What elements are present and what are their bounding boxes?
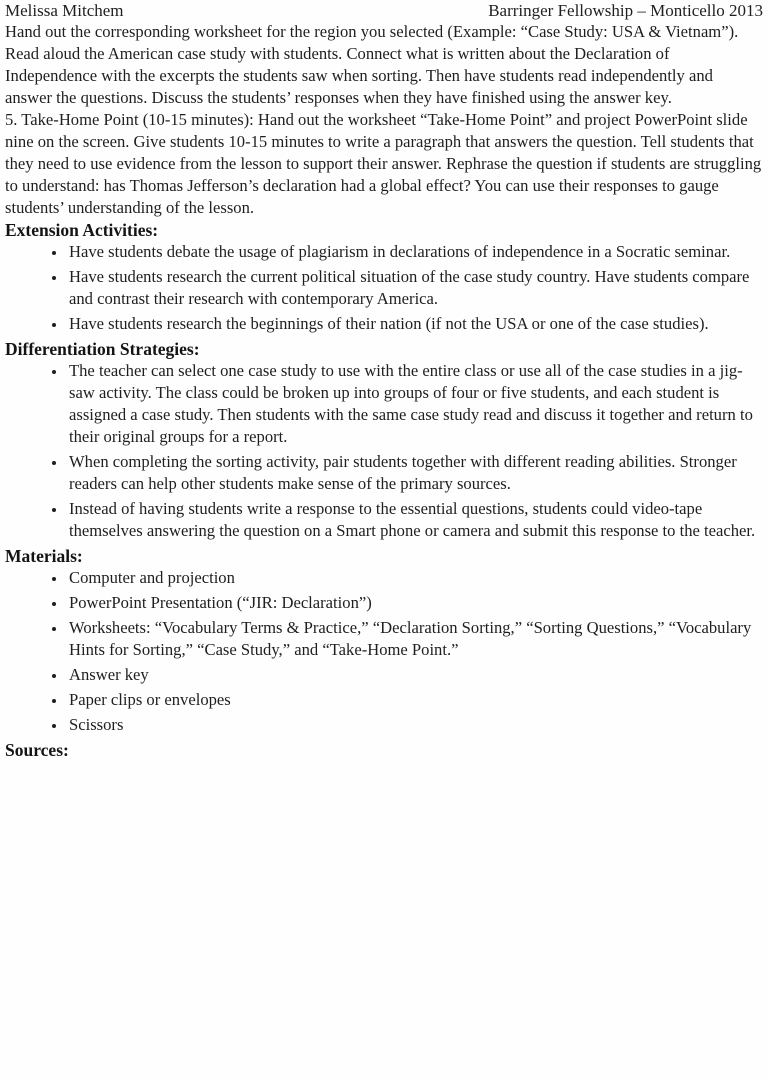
list-item: • The teacher can select one case study to use with the entire class or use all of the case studies in a jig-saw activity. The class could be broken up into groups of four or five students, and each student is assigned a case study. Then students with the same case study read and discuss it together and return to their original groups for a report. — [67, 360, 763, 448]
list-item: • When completing the sorting activity, pair students together with different reading abilities. Stronger readers can help other students make sense of the primary sources. — [67, 451, 763, 495]
materials-list — [5, 567, 763, 736]
document-header — [5, 1, 763, 21]
heading-extension-activities: Extension Activities: — [5, 220, 159, 240]
list-item: • Computer and projection — [67, 567, 763, 589]
header-author: Melissa Mitchem — [5, 1, 124, 20]
heading-differentiation-strategies: Differentiation Strategies: — [5, 339, 200, 359]
heading-materials: Materials: — [5, 546, 83, 566]
differentiation-strategies-list — [5, 360, 763, 542]
list-item: • Answer key — [67, 664, 763, 686]
list-item: • Paper clips or envelopes — [67, 689, 763, 711]
list-item: • Have students debate the usage of plagiarism in declarations of independence in a Socratic seminar. — [67, 241, 763, 263]
header-fellowship-title: Barringer Fellowship – Monticello 2013 — [488, 1, 763, 20]
list-item: • Have students research the current political situation of the case study country. Have students compare and contrast their research with contemporary America. — [67, 266, 763, 310]
heading-sources: Sources: — [5, 740, 69, 760]
extension-activities-list — [5, 241, 763, 335]
paragraph-case-study-instructions: Hand out the corresponding worksheet for the region you selected (Example: “Case Study: USA & Vietnam”). Read aloud the American case study with students. Connect what is written about the Declaration of Independence with the excerpts the students saw when sorting. Then have students read independently and answer the questions. Discuss the students’ responses when they have finished using the answer key. — [5, 22, 739, 107]
list-item: • Have students research the beginnings of their nation (if not the USA or one of the case studies). — [67, 313, 763, 335]
list-item: • Scissors — [67, 714, 763, 736]
paragraph-take-home-point: 5. Take-Home Point (10-15 minutes): Hand out the worksheet “Take-Home Point” and project PowerPoint slide nine on the screen. Give students 10-15 minutes to write a paragraph that answers the question. Tell students that they need to use evidence from the lesson to support their answer. Rephrase the question if students are struggling to understand: has Thomas Jefferson’s declaration had a global effect? You can use their responses to gauge students’ understanding of the lesson. — [5, 110, 762, 217]
list-item: • PowerPoint Presentation (“JIR: Declaration”) — [67, 592, 763, 614]
list-item: • Instead of having students write a response to the essential questions, students could video-tape themselves answering the question on a Smart phone or camera and submit this response to the teacher. — [67, 498, 763, 542]
list-item: • Worksheets: “Vocabulary Terms & Practice,” “Declaration Sorting,” “Sorting Questions,” “Vocabulary Hints for Sorting,” “Case Study,” and “Take-Home Point.” — [67, 617, 763, 661]
